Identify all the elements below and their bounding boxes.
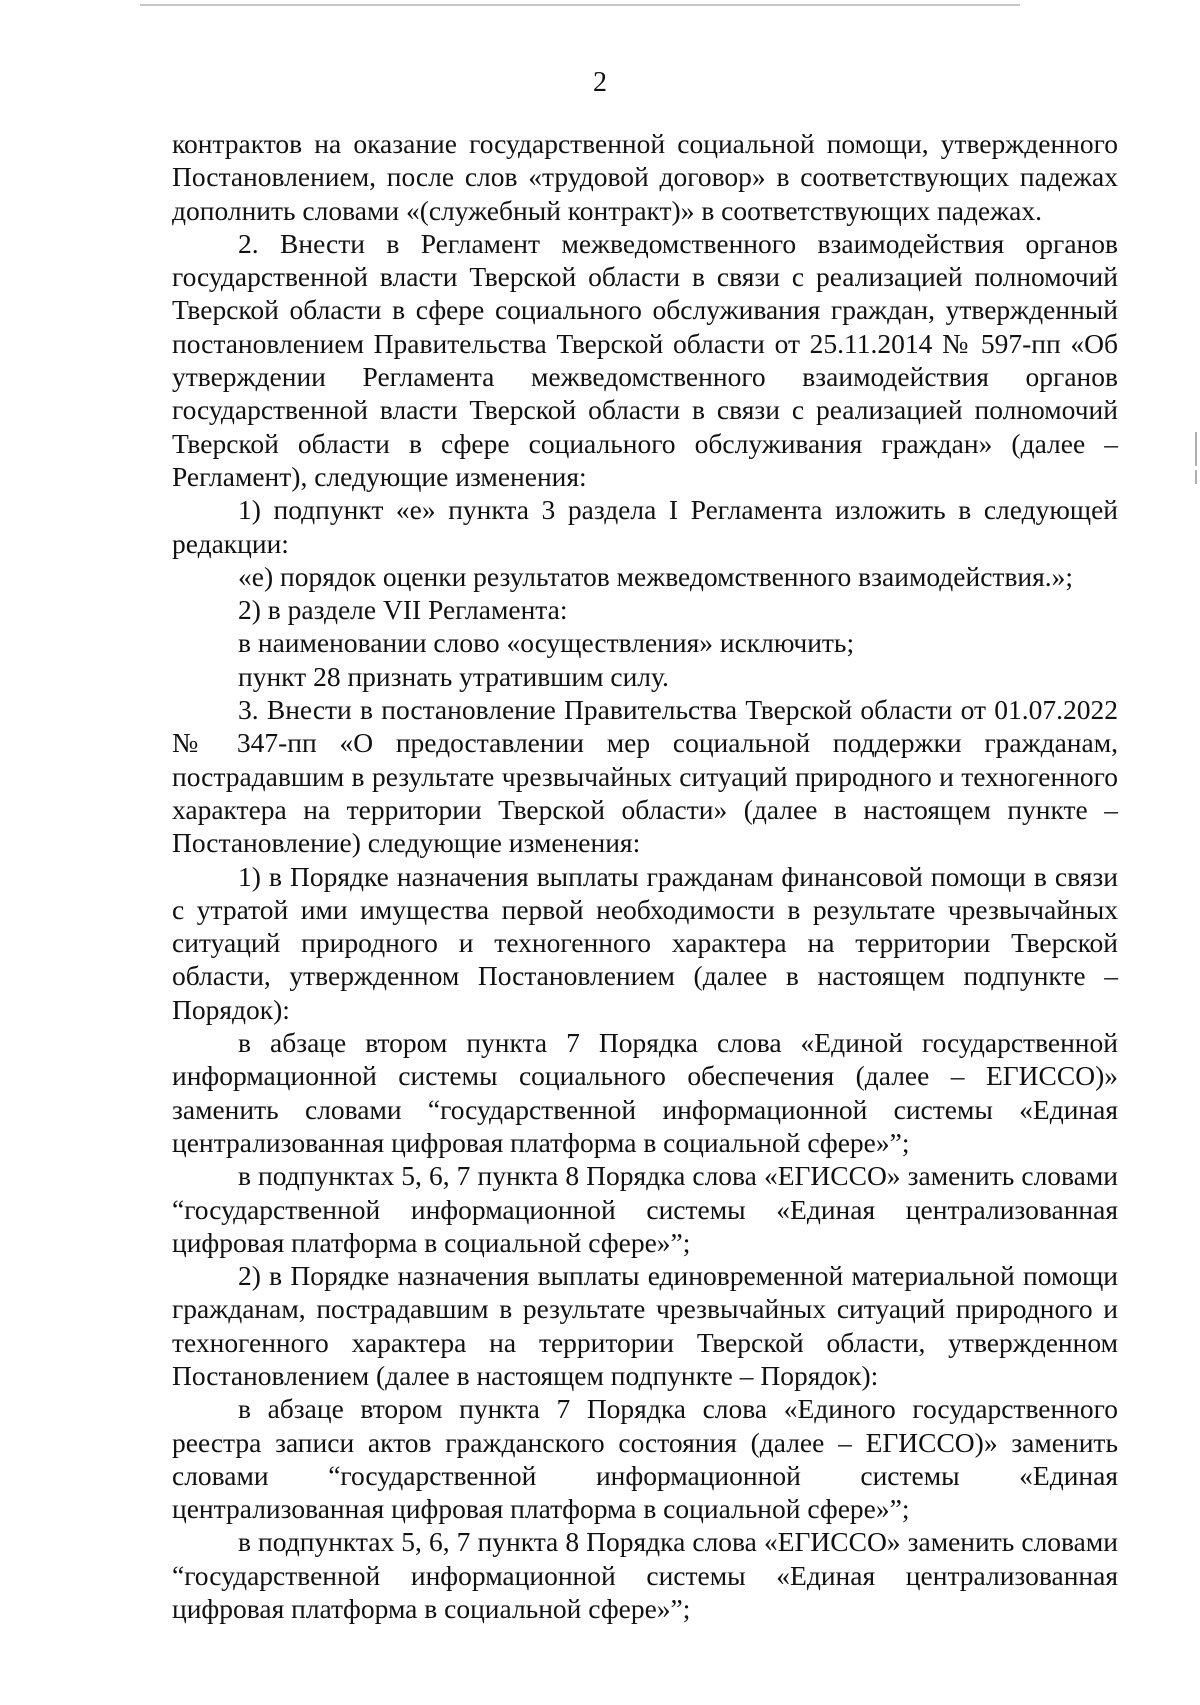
scan-margin-mark [1195,470,1197,484]
paragraph-subitem-3-2-b: в подпунктах 5, 6, 7 пункта 8 Порядка слова «ЕГИССО» заменить словами “государственной информационной системы «Единая централизованная цифровая платформа в социальной сфере»”; [172,1526,1118,1625]
paragraph-subitem-3-2-a: в абзаце втором пункта 7 Порядка слова «Единого государственного реестра записи актов гражданского состояния (далее – ЕГИССО)» заменить словами “государственной информационной системы «Единая централизованная цифровая платформа в социальной сфере»”; [172,1393,1118,1525]
paragraph-continuation: контрактов на оказание государственной социальной помощи, утвержденного Постановлением, после слов «трудовой договор» в соответствующих падежах дополнить словами «(служебный контракт)» в соответствующих падежах. [172,128,1118,226]
paragraph-item-2: 2. Внести в Регламент межведомственного взаимодействия органов государственной власти Тверской области в связи с реализацией полномочий Тверской области в сфере социального обслуживания граждан, утвержденный постановлением Правительства Тверской области от 25.11.2014 № 597-пп «Об утверждении Регламента межведомственного взаимодействия органов государственной власти Тверской области в связи с реализацией полномочий Тверской области в сфере социального обслуживания граждан» (далее – Регламент), следующие изменения: [172,227,1118,492]
paragraph-subitem-3-1-b: в подпунктах 5, 6, 7 пункта 8 Порядка слова «ЕГИССО» заменить словами “государственной информационной системы «Единая централизованная цифровая платформа в социальной сфере»”; [172,1160,1118,1258]
paragraph-amendment-point-28: пункт 28 признать утратившим силу. [238,660,669,692]
paragraph-subitem-3-2: 2) в Порядке назначения выплаты единовременной материальной помощи гражданам, пострадавшим в результате чрезвычайных ситуаций природного и техногенного характера на территории Тверской области, утвержденном Постановлением (далее в настоящем подпункте – Порядок): [172,1260,1118,1391]
paragraph-subitem-2-1: 1) подпункт «е» пункта 3 раздела I Регламента изложить в следующей редакции: [172,494,1118,559]
page-number: 2 [593,67,607,98]
scan-margin-mark [1195,432,1197,466]
paragraph-subitem-2-2: 2) в разделе VII Регламента: [238,594,568,626]
paragraph-subitem-3-1-a: в абзаце втором пункта 7 Порядка слова «Единой государственной информационной системы социального обеспечения (далее – ЕГИССО)» заменить словами “государственной информационной системы «Единая централизованная цифровая платформа в социальной сфере»”; [172,1027,1118,1158]
paragraph-subitem-3-1: 1) в Порядке назначения выплаты гражданам финансовой помощи в связи с утратой ими имущества первой необходимости в результате чрезвычайных ситуаций природного и техногенного характера на территории Тверской области, утвержденном Постановлением (далее в настоящем подпункте – Порядок): [172,860,1118,1025]
paragraph-amendment-title: в наименовании слово «осуществления» исключить; [238,627,855,659]
paragraph-quoted-text: «е) порядок оценки результатов межведомственного взаимодействия.»; [238,560,1074,592]
scan-edge-line [140,4,1020,6]
paragraph-item-3: 3. Внести в постановление Правительства Тверской области от 01.07.2022 № 347-пп «О предоставлении мер социальной поддержки гражданам, пострадавшим в результате чрезвычайных ситуаций природного и техногенного характера на территории Тверской области» (далее в настоящем пункте – Постановление) следующие изменения: [172,694,1118,859]
document-body [172,127,1118,1625]
